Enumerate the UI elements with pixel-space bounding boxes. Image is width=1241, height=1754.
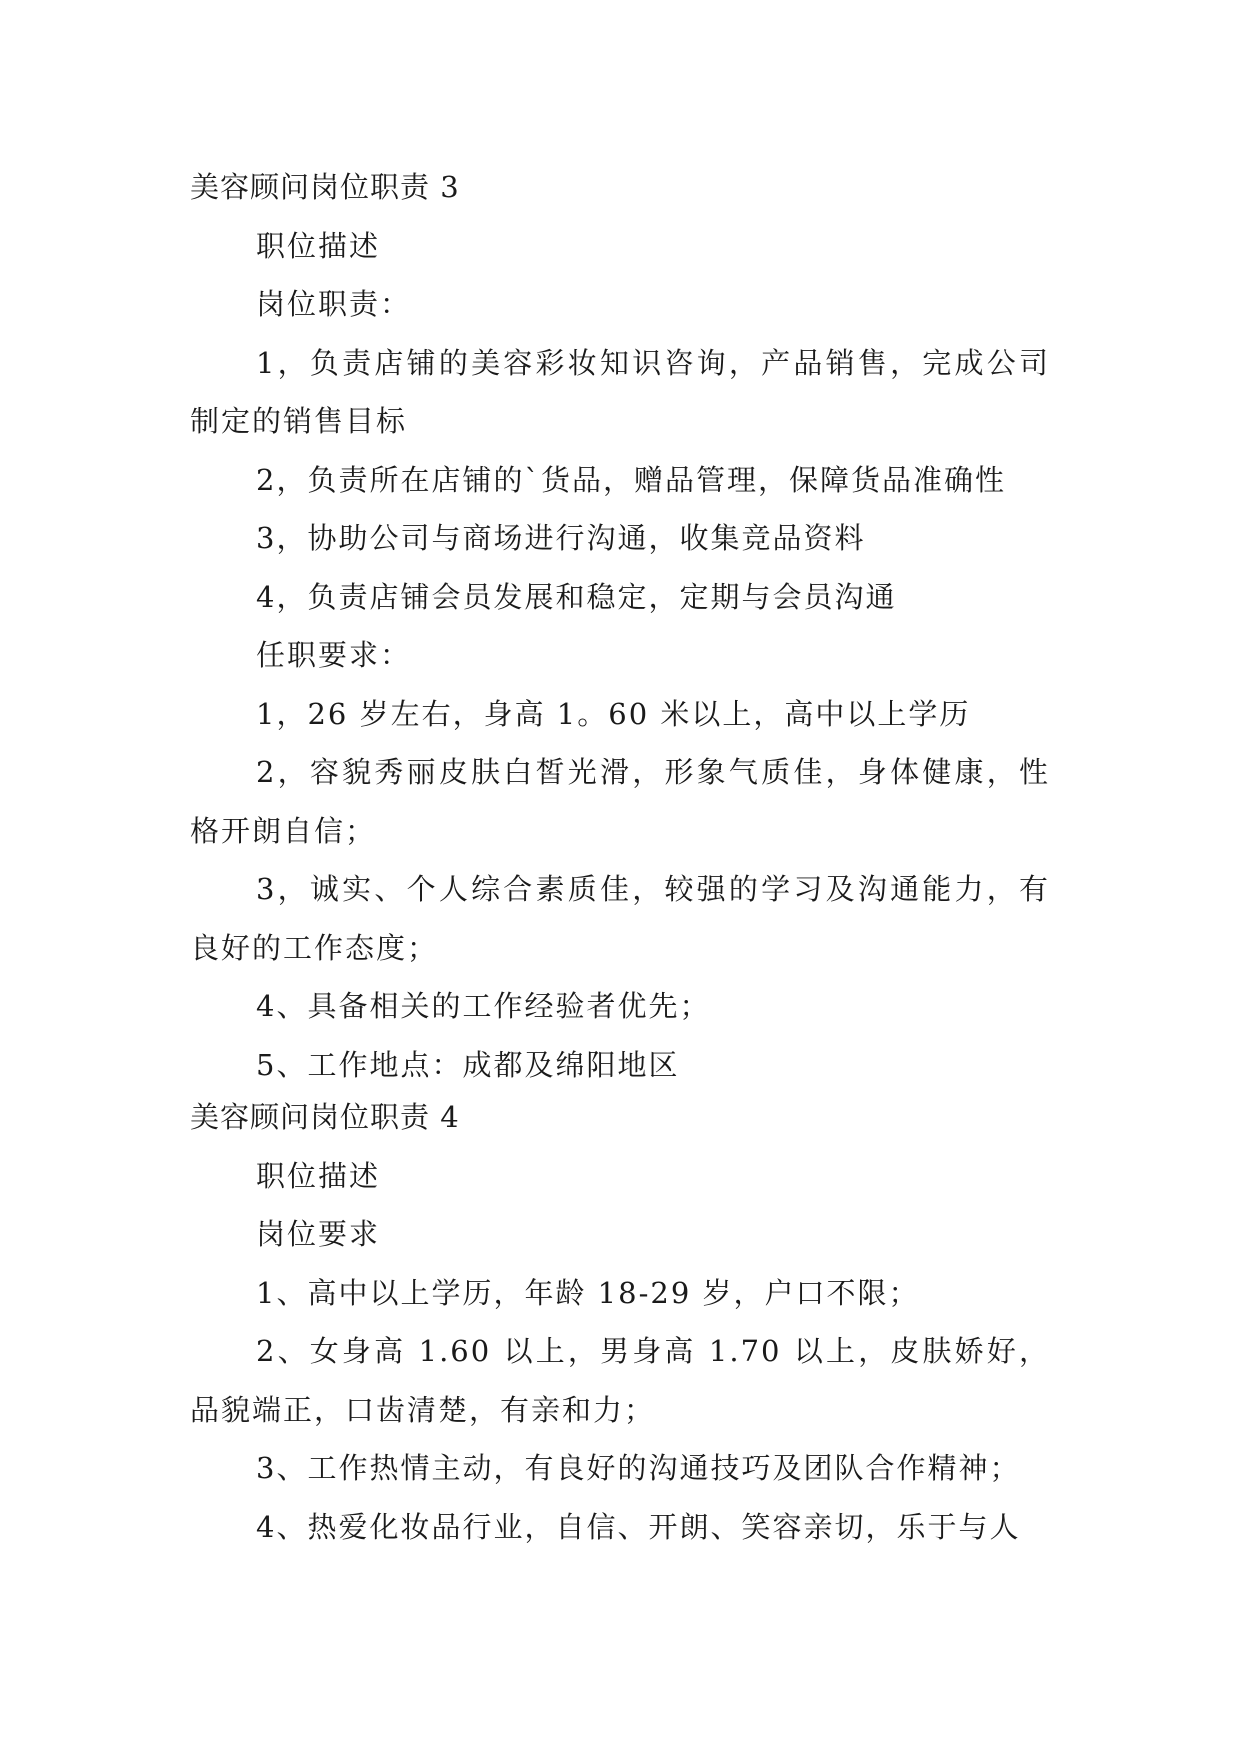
section-4-requirements-heading: 岗位要求 (256, 1217, 381, 1251)
section-4-requirement-item: 1、高中以上学历，年龄 18-29 岁，户口不限； (256, 1275, 920, 1310)
section-3-requirement-item: 1，26 岁左右，身高 1。60 米以上，高中以上学历 (256, 696, 971, 731)
section-3-requirements-heading: 任职要求： (256, 638, 412, 672)
section-3-duty-item: 1，负责店铺的美容彩妆知识咨询，产品销售，完成公司制定的销售目标 (190, 345, 1050, 438)
section-3-requirement-item: 2，容貌秀丽皮肤白皙光滑，形象气质佳，身体健康，性格开朗自信； (190, 755, 1050, 848)
section-3-job-description-label: 职位描述 (256, 228, 381, 263)
section-4-requirement-item: 3、工作热情主动，有良好的沟通技巧及团队合作精神； (256, 1451, 1021, 1485)
section-3-duty-item: 2，负责所在店铺的`货品，赠品管理，保障货品准确性 (256, 462, 1006, 497)
section-3-duty-item: 3，协助公司与商场进行沟通，收集竞品资料 (256, 521, 866, 555)
section-3-title: 美容顾问岗位职责 3 (190, 170, 460, 204)
section-4-requirement-item: 2、女身高 1.60 以上，男身高 1.70 以上，皮肤娇好，品貌端正，口齿清楚，有亲和力； (190, 1334, 1050, 1427)
section-4-requirement-item: 4、热爱化妆品行业，自信、开朗、笑容亲切，乐于与人 (256, 1509, 1021, 1544)
section-4-title: 美容顾问岗位职责 4 (190, 1100, 460, 1134)
section-4-job-description-label: 职位描述 (256, 1158, 381, 1193)
section-3-duty-item: 4，负责店铺会员发展和稳定，定期与会员沟通 (256, 579, 897, 614)
section-3-requirement-item: 5、工作地点：成都及绵阳地区 (256, 1047, 680, 1082)
section-3-requirement-item: 4、具备相关的工作经验者优先； (256, 989, 711, 1023)
document-page (190, 158, 1050, 1556)
section-3-duties-heading: 岗位职责： (256, 287, 412, 321)
section-3-requirement-item: 3，诚实、个人综合素质佳，较强的学习及沟通能力，有良好的工作态度； (190, 872, 1050, 965)
